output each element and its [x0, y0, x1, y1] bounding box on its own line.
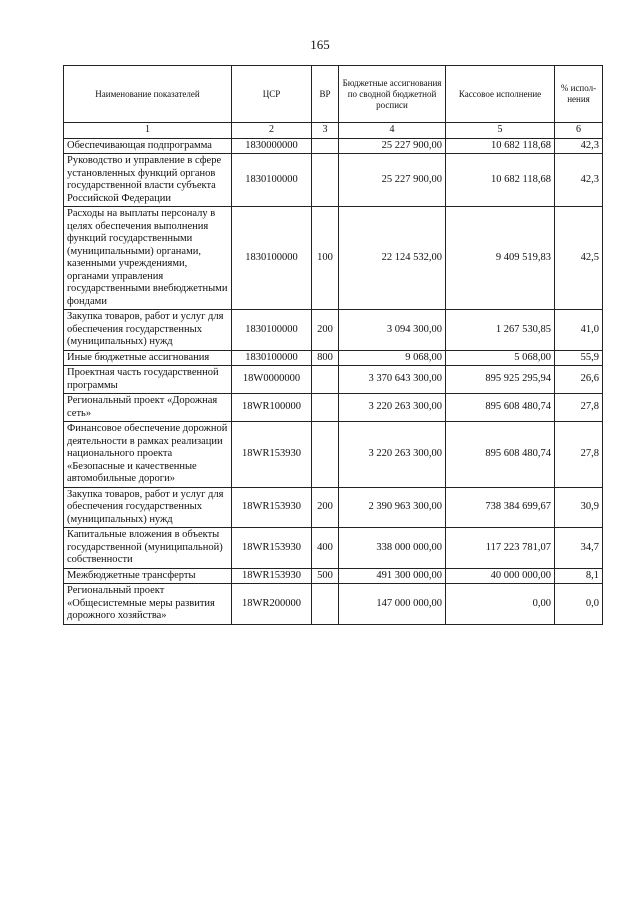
execution-percent-cell: 8,1 — [555, 568, 603, 584]
vr-cell: 200 — [312, 487, 339, 528]
budget-cell: 22 124 532,00 — [339, 207, 446, 310]
csr-cell: 18WR153930 — [232, 487, 312, 528]
table-row — [64, 207, 603, 310]
vr-cell — [312, 154, 339, 207]
vr-cell: 100 — [312, 207, 339, 310]
table-row — [64, 584, 603, 625]
budget-cell: 25 227 900,00 — [339, 138, 446, 154]
table-row — [64, 154, 603, 207]
execution-percent-cell: 26,6 — [555, 366, 603, 394]
vr-cell: 400 — [312, 528, 339, 569]
cash-execution-cell: 738 384 699,67 — [446, 487, 555, 528]
execution-percent-cell: 42,3 — [555, 154, 603, 207]
table-row — [64, 366, 603, 394]
indicator-name-cell: Капитальные вложения в объекты государственной (муниципальной) собственности — [64, 528, 232, 569]
csr-cell: 1830100000 — [232, 207, 312, 310]
budget-cell: 491 300 000,00 — [339, 568, 446, 584]
table-row — [64, 528, 603, 569]
budget-cell: 2 390 963 300,00 — [339, 487, 446, 528]
cash-execution-cell: 1 267 530,85 — [446, 310, 555, 351]
indicator-name-cell: Обеспечивающая подпрограмма — [64, 138, 232, 154]
column-number: 6 — [555, 123, 603, 139]
budget-cell: 338 000 000,00 — [339, 528, 446, 569]
csr-cell: 18WR153930 — [232, 568, 312, 584]
indicator-name-cell: Финансовое обеспечение дорожной деятельности в рамках реализации национального проекта «Безопасные и качественные автомобильные дороги» — [64, 422, 232, 488]
indicator-name-cell: Закупка товаров, работ и услуг для обеспечения государственных (муниципальных) нужд — [64, 487, 232, 528]
table-body — [64, 138, 603, 624]
execution-percent-cell: 27,8 — [555, 422, 603, 488]
budget-cell: 147 000 000,00 — [339, 584, 446, 625]
indicator-name-cell: Межбюджетные трансферты — [64, 568, 232, 584]
vr-cell — [312, 422, 339, 488]
budget-cell: 3 220 263 300,00 — [339, 422, 446, 488]
header-cash-execution: Кассовое исполнение — [446, 66, 555, 123]
csr-cell: 18WR200000 — [232, 584, 312, 625]
indicator-name-cell: Региональный проект «Общесистемные меры развития дорожного хозяйства» — [64, 584, 232, 625]
execution-percent-cell: 41,0 — [555, 310, 603, 351]
execution-percent-cell: 42,5 — [555, 207, 603, 310]
csr-cell: 18WR153930 — [232, 422, 312, 488]
csr-cell: 18WR153930 — [232, 528, 312, 569]
execution-percent-cell: 34,7 — [555, 528, 603, 569]
budget-cell: 3 370 643 300,00 — [339, 366, 446, 394]
table-row — [64, 350, 603, 366]
header-execution-percent: % испол- нения — [555, 66, 603, 123]
csr-cell: 1830100000 — [232, 310, 312, 351]
budget-execution-table — [63, 65, 603, 625]
vr-cell — [312, 366, 339, 394]
table-row — [64, 310, 603, 351]
indicator-name-cell: Расходы на выплаты персоналу в целях обеспечения выполнения функций государственными (муниципальными) органами, казенными учреждениями, органами управления государственными внебюджетными фондами — [64, 207, 232, 310]
cash-execution-cell: 895 925 295,94 — [446, 366, 555, 394]
column-number: 2 — [232, 123, 312, 139]
csr-cell: 18WR100000 — [232, 394, 312, 422]
table-row — [64, 394, 603, 422]
csr-cell: 1830000000 — [232, 138, 312, 154]
execution-percent-cell: 42,3 — [555, 138, 603, 154]
table-row — [64, 138, 603, 154]
vr-cell: 800 — [312, 350, 339, 366]
vr-cell — [312, 138, 339, 154]
execution-percent-cell: 0,0 — [555, 584, 603, 625]
table-row — [64, 568, 603, 584]
vr-cell: 200 — [312, 310, 339, 351]
header-vr: ВР — [312, 66, 339, 123]
page-number: 165 — [310, 37, 330, 52]
column-number: 5 — [446, 123, 555, 139]
indicator-name-cell: Региональный проект «Дорожная сеть» — [64, 394, 232, 422]
budget-cell: 25 227 900,00 — [339, 154, 446, 207]
csr-cell: 18W0000000 — [232, 366, 312, 394]
header-budget-allocations: Бюджетные ассигнования по сводной бюджетной росписи — [339, 66, 446, 123]
cash-execution-cell: 40 000 000,00 — [446, 568, 555, 584]
header-csr: ЦСР — [232, 66, 312, 123]
column-number: 1 — [64, 123, 232, 139]
indicator-name-cell: Закупка товаров, работ и услуг для обеспечения государственных (муниципальных) нужд — [64, 310, 232, 351]
column-number: 4 — [339, 123, 446, 139]
cash-execution-cell: 895 608 480,74 — [446, 394, 555, 422]
execution-percent-cell: 55,9 — [555, 350, 603, 366]
vr-cell — [312, 394, 339, 422]
cash-execution-cell: 9 409 519,83 — [446, 207, 555, 310]
indicator-name-cell: Иные бюджетные ассигнования — [64, 350, 232, 366]
cash-execution-cell: 5 068,00 — [446, 350, 555, 366]
cash-execution-cell: 0,00 — [446, 584, 555, 625]
budget-cell: 3 094 300,00 — [339, 310, 446, 351]
cash-execution-cell: 10 682 118,68 — [446, 154, 555, 207]
column-number: 3 — [312, 123, 339, 139]
csr-cell: 1830100000 — [232, 350, 312, 366]
budget-cell: 9 068,00 — [339, 350, 446, 366]
execution-percent-cell: 30,9 — [555, 487, 603, 528]
indicator-name-cell: Проектная часть государственной программы — [64, 366, 232, 394]
cash-execution-cell: 895 608 480,74 — [446, 422, 555, 488]
vr-cell — [312, 584, 339, 625]
header-indicator-name: Наименование показателей — [64, 66, 232, 123]
table-row — [64, 422, 603, 488]
execution-percent-cell: 27,8 — [555, 394, 603, 422]
cash-execution-cell: 10 682 118,68 — [446, 138, 555, 154]
table-header-row — [64, 66, 603, 123]
table-row — [64, 487, 603, 528]
vr-cell: 500 — [312, 568, 339, 584]
cash-execution-cell: 117 223 781,07 — [446, 528, 555, 569]
budget-cell: 3 220 263 300,00 — [339, 394, 446, 422]
column-number-row — [64, 123, 603, 139]
indicator-name-cell: Руководство и управление в сфере установленных функций органов государственной власти субъекта Российской Федерации — [64, 154, 232, 207]
csr-cell: 1830100000 — [232, 154, 312, 207]
